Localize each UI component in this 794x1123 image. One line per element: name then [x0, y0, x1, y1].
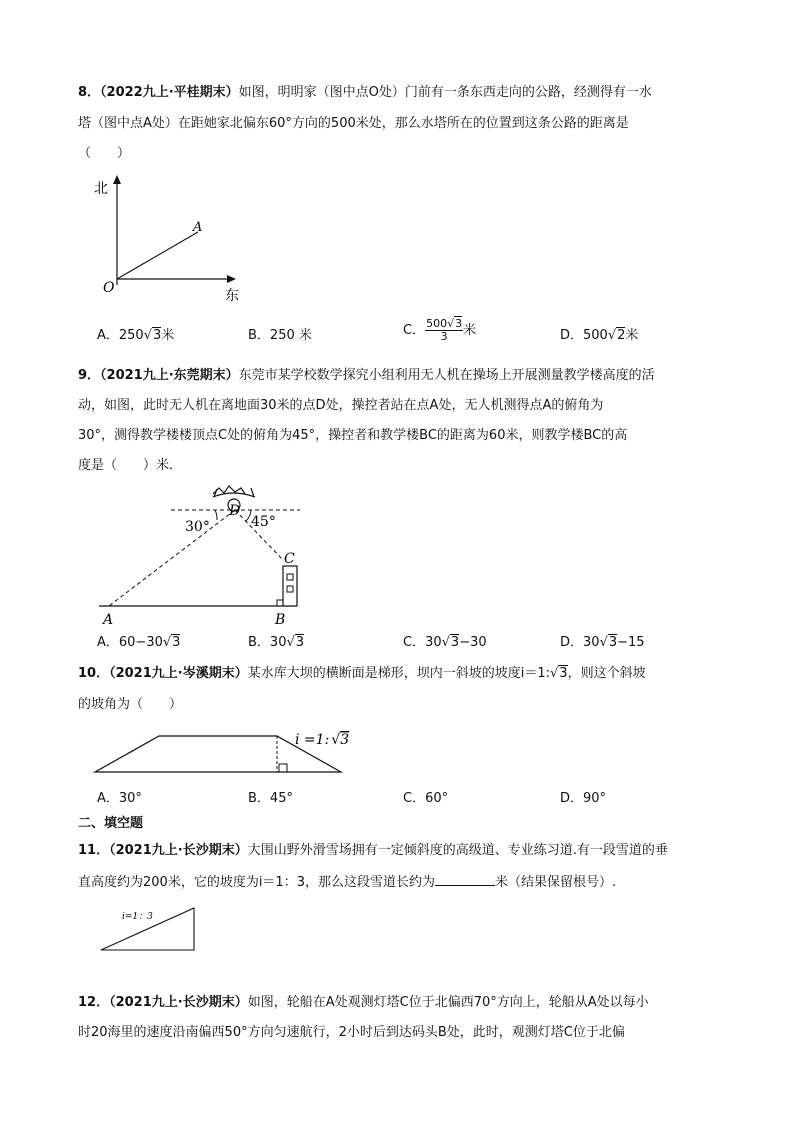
q10-option-d: D．90°	[560, 791, 607, 806]
q11-text-2b: 米（结果保留根号）.	[494, 875, 617, 890]
q10-figure-label-prefix: i =1:	[295, 732, 330, 748]
q9-option-b: B．30√3	[248, 635, 305, 650]
q10-number: 10．	[78, 666, 110, 681]
q9-label-a: A	[103, 612, 114, 628]
q11-figure-label: i=1：3	[122, 912, 153, 922]
q8-point-a-label: A	[193, 220, 203, 235]
q9-text-1: 东莞市某学校数学探究小组利用无人机在操场上开展测量教学楼高度的活	[238, 368, 655, 383]
q9-line1	[78, 367, 655, 385]
q8-option-d-suffix: 米	[625, 328, 639, 343]
q10-option-c: C．60°	[403, 791, 449, 806]
q8-line3: （ ）	[78, 146, 131, 161]
q8-option-c-suffix: 米	[463, 323, 477, 338]
q9-option-d-radicand: 3	[608, 635, 618, 650]
q9-angle-30: 30°	[185, 519, 210, 535]
q8-source: （2022九上·平桂期末）	[100, 85, 239, 100]
q9-option-c-prefix: C．30	[403, 635, 442, 650]
q9-option-b-radicand: 3	[295, 635, 305, 650]
q9-line4: 度是（ ）米．	[78, 458, 183, 473]
q9-label-d: D	[229, 503, 241, 519]
q8-option-c-denominator: 3	[440, 330, 448, 343]
q8-option-d: D．500√2米	[560, 328, 639, 343]
q9-option-c-suffix: −30	[459, 635, 487, 650]
q10-source: （2021九上·岑溪期末）	[109, 666, 248, 681]
q10-option-b: B．45°	[248, 791, 293, 806]
q8-option-c-numerator: 500	[426, 317, 448, 330]
q9-option-c: C．30√3−30	[403, 635, 487, 650]
q9-source: （2021九上·东莞期末）	[100, 368, 239, 383]
q9-angle-45: 45°	[251, 514, 276, 530]
q8-origin-label: O	[103, 280, 115, 296]
q8-option-d-prefix: D．500	[560, 328, 608, 343]
q12-line2: 时20海里的速度沿南偏西50°方向匀速航行，2小时后到达码头B处，此时，观测灯塔C位于北偏	[78, 1025, 625, 1040]
q12-number: 12．	[78, 995, 110, 1010]
q9-figure	[95, 484, 325, 629]
q9-line3: 30°，测得教学楼楼顶点C处的俯角为45°，操控者和教学楼BC的距离为60米，则教学楼BC的高	[78, 428, 628, 443]
q8-option-a-suffix: 米	[161, 328, 175, 343]
q10-text-1-end: ，则这个斜坡	[567, 666, 646, 681]
q11-number: 11．	[78, 843, 110, 858]
q12-line1	[78, 994, 649, 1012]
q10-figure-sqrt-sign: √	[331, 732, 341, 748]
q8-number: 8．	[78, 85, 101, 100]
q11-figure	[100, 905, 200, 953]
q8-option-c-prefix: C．	[403, 323, 426, 338]
q8-option-c-radicand: 3	[455, 317, 463, 330]
q10-radicand: 3	[559, 666, 568, 681]
q8-line1	[78, 84, 652, 102]
q8-option-c	[403, 318, 476, 343]
q8-option-b: B．250 米	[248, 328, 312, 343]
q10-option-a: A．30°	[97, 791, 142, 806]
q8-line2: 塔（图中点A处）在距她家北偏东60°方向的500米处，那么水塔所在的位置到这条公路的距离是	[78, 116, 629, 131]
q10-text-1: 某水库大坝的横断面是梯形，坝内一斜坡的坡度i＝1:	[247, 666, 550, 681]
q8-figure	[90, 175, 250, 310]
q11-text-1: 大围山野外滑雪场拥有一定倾斜度的高级道、专业练习道.有一段雪道的垂	[247, 843, 668, 858]
q12-source: （2021九上·长沙期末）	[109, 995, 248, 1010]
q12-text-1: 如图，轮船在A处观测灯塔C位于北偏西70°方向上，轮船从A处以每小	[247, 995, 649, 1010]
q9-label-c: C	[284, 551, 295, 567]
q9-option-b-prefix: B．30	[248, 635, 287, 650]
q11-line2	[78, 873, 616, 892]
q11-source: （2021九上·长沙期末）	[109, 843, 248, 858]
q9-option-d: D．30√3−15	[560, 635, 645, 650]
q11-answer-blank[interactable]	[435, 873, 495, 886]
q10-line2: 的坡角为（ ）	[78, 697, 183, 712]
q8-north-label: 北	[94, 181, 108, 197]
q9-option-a-prefix: A．60−30	[97, 635, 163, 650]
q9-option-a: A．60−30√3	[97, 635, 181, 650]
q8-option-a: A．250√3米	[97, 328, 175, 343]
q8-option-d-radicand: 2	[617, 328, 626, 343]
q9-label-b: B	[275, 612, 286, 628]
q10-figure	[95, 728, 355, 778]
q9-line2: 动，如图，此时无人机在离地面30米的点D处，操控者站在点A处，无人机测得点A的俯角为	[78, 398, 604, 413]
q10-figure-label	[295, 732, 349, 748]
q9-option-a-radicand: 3	[172, 635, 181, 650]
q11-line1	[78, 842, 668, 860]
q8-east-label: 东	[225, 288, 239, 304]
q8-text-1: 如图，明明家（图中点O处）门前有一条东西走向的公路，经测得有一水	[238, 85, 652, 100]
q9-number: 9．	[78, 368, 101, 383]
q8-option-a-radicand: 3	[153, 328, 162, 343]
q8-option-c-fraction: $\frac{500√3}{3}$	[426, 317, 463, 343]
q9-option-d-prefix: D．30	[560, 635, 600, 650]
q9-option-d-suffix: −15	[617, 635, 645, 650]
q10-figure-label-radicand: 3	[340, 732, 350, 748]
q11-text-2a: 直高度约为200米，它的坡度为i＝1：3，那么这段雪道长约为	[78, 875, 435, 890]
q9-option-c-radicand: 3	[450, 635, 460, 650]
section-fill-in-title: 二、填空题	[78, 816, 144, 831]
q8-option-a-prefix: A．250	[97, 328, 144, 343]
q10-line1: 10．（2021九上·岑溪期末）某水库大坝的横断面是梯形，坝内一斜坡的坡度i＝1:√3，则这个斜坡	[78, 666, 646, 681]
